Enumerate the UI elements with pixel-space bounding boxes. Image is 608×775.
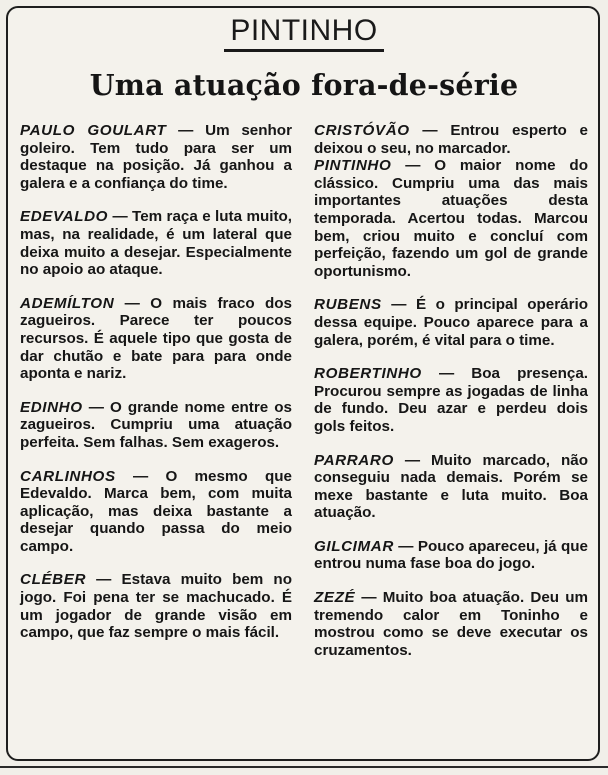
player-comment: — Muito marcado, não conseguiu nada demais. Porém se mexe bastante e luta muito. Boa atuação. <box>314 451 588 522</box>
player-rating <box>20 122 292 192</box>
right-column <box>314 122 588 659</box>
player-rating <box>20 295 292 383</box>
section-title: PINTINHO <box>224 14 383 52</box>
player-comment: — O mesmo que Edevaldo. Marca bem, com muita aplicação, mas deixa bastante a desejar quando passa do meio campo. <box>20 467 292 555</box>
player-comment: — O grande nome entre os zagueiros. Cumpriu uma atuação perfeita. Sem falhas. Sem exageros. <box>20 398 292 451</box>
player-name: CLÉBER <box>20 571 87 589</box>
player-rating <box>20 208 292 278</box>
player-comment: — O mais fraco dos zagueiros. Parece ter poucos recursos. É aquele tipo que gosta de dar chutão e bate para para onde aponta e nariz. <box>20 294 292 383</box>
headline: Uma atuação fora-de-série <box>89 68 519 102</box>
player-name: PARRARO <box>314 451 394 469</box>
player-rating <box>314 157 588 280</box>
player-name: CRISTÓVÃO <box>314 122 410 139</box>
player-name: PINTINHO <box>314 157 392 175</box>
left-column <box>20 122 292 642</box>
player-rating <box>314 538 588 573</box>
section-header <box>0 14 608 52</box>
player-comment: — O maior nome do clássico. Cumpriu uma das mais importantes atuações desta temporada. Acertou todas. Marcou bem, criou muito e concluí com perfeição, fazendo um gol de grande oportunismo. <box>314 157 588 280</box>
player-rating <box>20 468 292 556</box>
player-comment: — Entrou esperto e deixou o seu, no marcador. <box>314 122 588 157</box>
player-comment: — Boa presença. Procurou sempre as jogadas de linha de fundo. Deu azar e perdeu dois gols feitos. <box>314 365 588 435</box>
player-name: EDEVALDO <box>20 208 109 226</box>
player-rating <box>314 589 588 659</box>
player-rating <box>314 365 588 435</box>
player-comment: — Estava muito bem no jogo. Foi pena ter se machucado. É um jogador de grande visão em campo, que faz sempre o mais fácil. <box>20 571 292 642</box>
player-comment: — Um senhor goleiro. Tem tudo para ser um destaque na posição. Já ganhou a galera e a confiança do time. <box>20 122 292 192</box>
player-rating <box>20 399 292 452</box>
player-rating <box>20 571 292 641</box>
player-name: ZEZÉ <box>314 589 356 607</box>
player-name: PAULO GOULART <box>20 122 167 139</box>
page-divider <box>0 766 608 768</box>
player-name: ADEMÍLTON <box>20 294 115 312</box>
player-name: CARLINHOS <box>20 467 116 485</box>
player-comment: — Muito boa atuação. Deu um tremendo calor em Toninho e mostrou como se deve executar os cruzamentos. <box>314 589 588 659</box>
player-rating <box>314 452 588 522</box>
player-name: GILCIMAR <box>314 537 394 555</box>
player-comment: — É o principal operário dessa equipe. Pouco aparece para a galera, porém, é vital para o time. <box>314 296 588 349</box>
player-rating <box>314 122 588 157</box>
player-comment: — Tem raça e luta muito, mas, na realidade, é um lateral que deixa muito a desejar. Especialmente no apoio ao ataque. <box>20 208 292 279</box>
player-name: EDINHO <box>20 398 83 416</box>
player-rating <box>314 296 588 349</box>
player-name: RUBENS <box>314 296 382 314</box>
player-comment: — Pouco apareceu, já que entrou numa fase boa do jogo. <box>314 537 588 573</box>
player-name: ROBERTINHO <box>314 365 422 383</box>
